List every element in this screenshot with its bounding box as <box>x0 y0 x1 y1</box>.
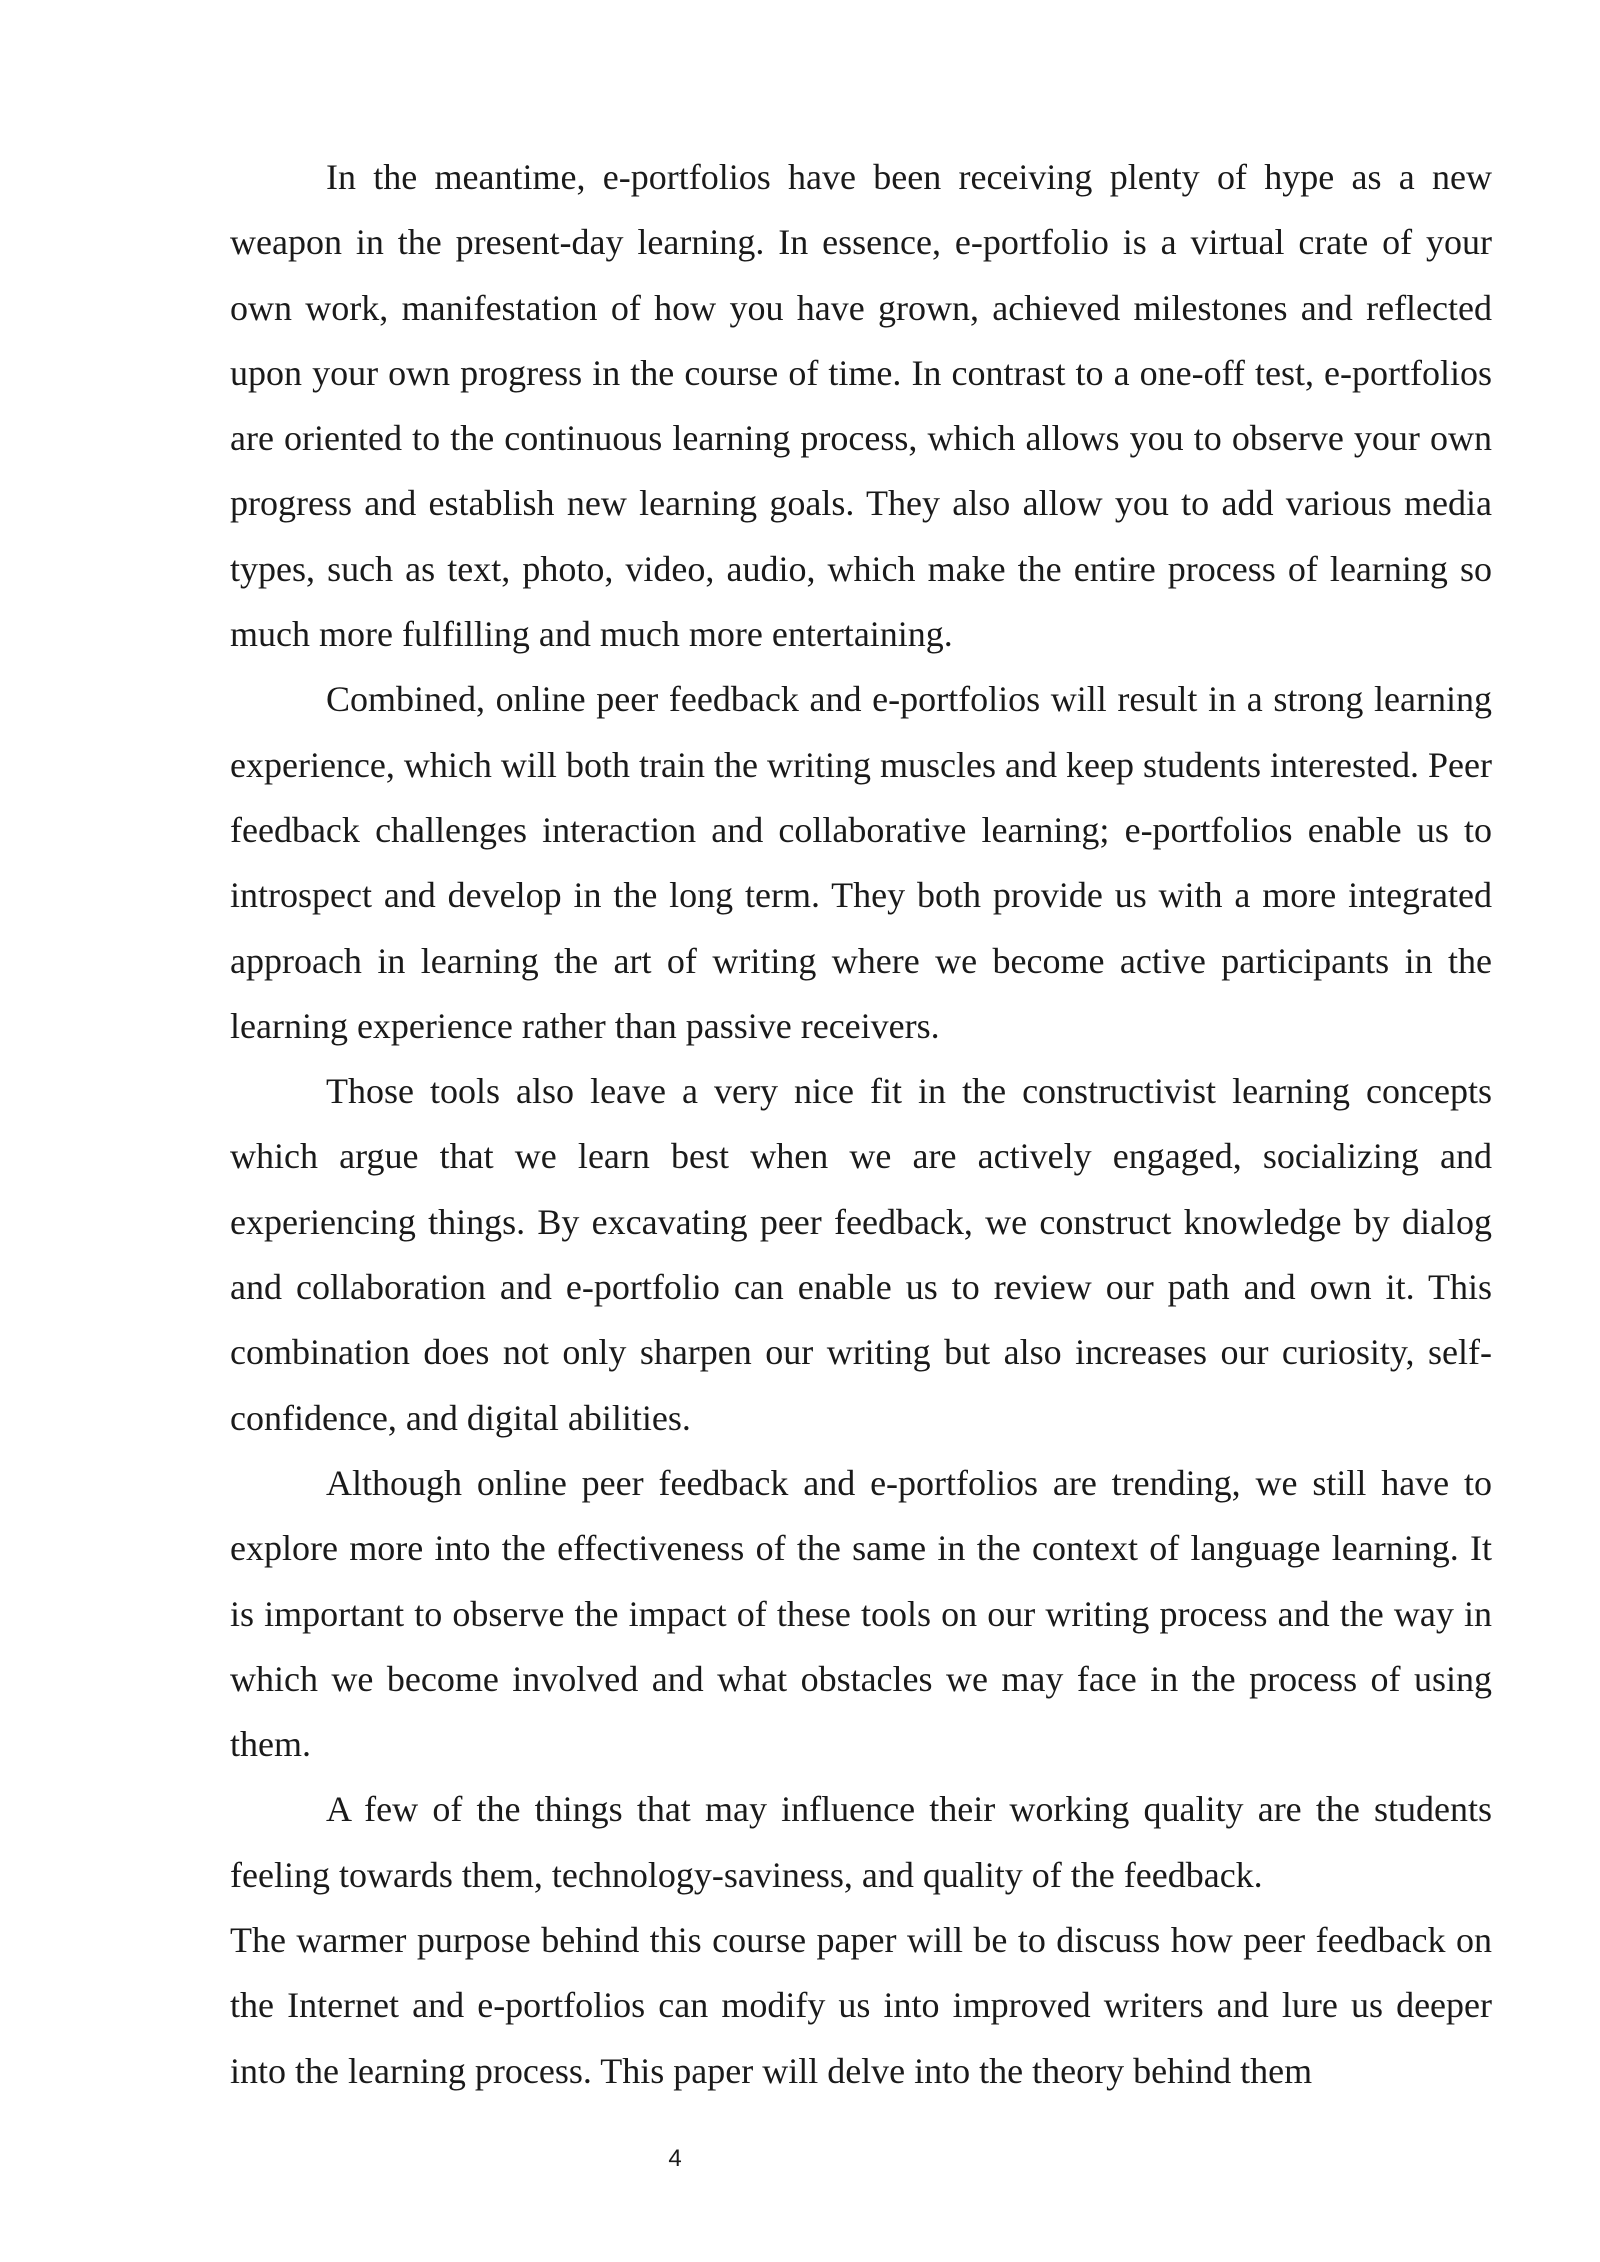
page-number: 4 <box>668 2145 682 2172</box>
body-text <box>230 145 1492 2104</box>
paragraph-5: A few of the things that may influence their working quality are the students feeling towards them, technology-saviness, and quality of the feedback. <box>230 1789 1492 1895</box>
paragraph-6: The warmer purpose behind this course paper will be to discuss how peer feedback on the Internet and e-portfolios can modify us into improved writers and lure us deeper into the learning process. This paper will delve into the theory behind them <box>230 1920 1492 2091</box>
paragraph-2: Combined, online peer feedback and e-portfolios will result in a strong learning experience, which will both train the writing muscles and keep students interested. Peer feedback challenges interaction and collaborative learning; e-portfolios enable us to introspect and develop in the long term. They both provide us with a more integrated approach in learning the art of writing where we become active participants in the learning experience rather than passive receivers. <box>230 679 1492 1046</box>
paragraph-4: Although online peer feedback and e-portfolios are trending, we still have to explore more into the effectiveness of the same in the context of language learning. It is important to observe the impact of these tools on our writing process and the way in which we become involved and what obstacles we may face in the process of using them. <box>230 1462 1492 1765</box>
paragraph-3: Those tools also leave a very nice fit in the constructivist learning concepts which argue that we learn best when we are actively engaged, socializing and experiencing things. By excavating peer feedback, we construct knowledge by dialog and collaboration and e-portfolio can enable us to review our path and own it. This combination does not only sharpen our writing but also increases our curiosity, self-confidence, and digital abilities. <box>230 1071 1492 1438</box>
paragraph-1: In the meantime, e-portfolios have been receiving plenty of hype as a new weapon in the present-day learning. In essence, e-portfolio is a virtual crate of your own work, manifestation of how you have grown, achieved milestones and reflected upon your own progress in the course of time. In contrast to a one-off test, e-portfolios are oriented to the continuous learning process, which allows you to observe your own progress and establish new learning goals. They also allow you to add various media types, such as text, photo, video, audio, which make the entire process of learning so much more fulfilling and much more entertaining. <box>230 157 1492 655</box>
